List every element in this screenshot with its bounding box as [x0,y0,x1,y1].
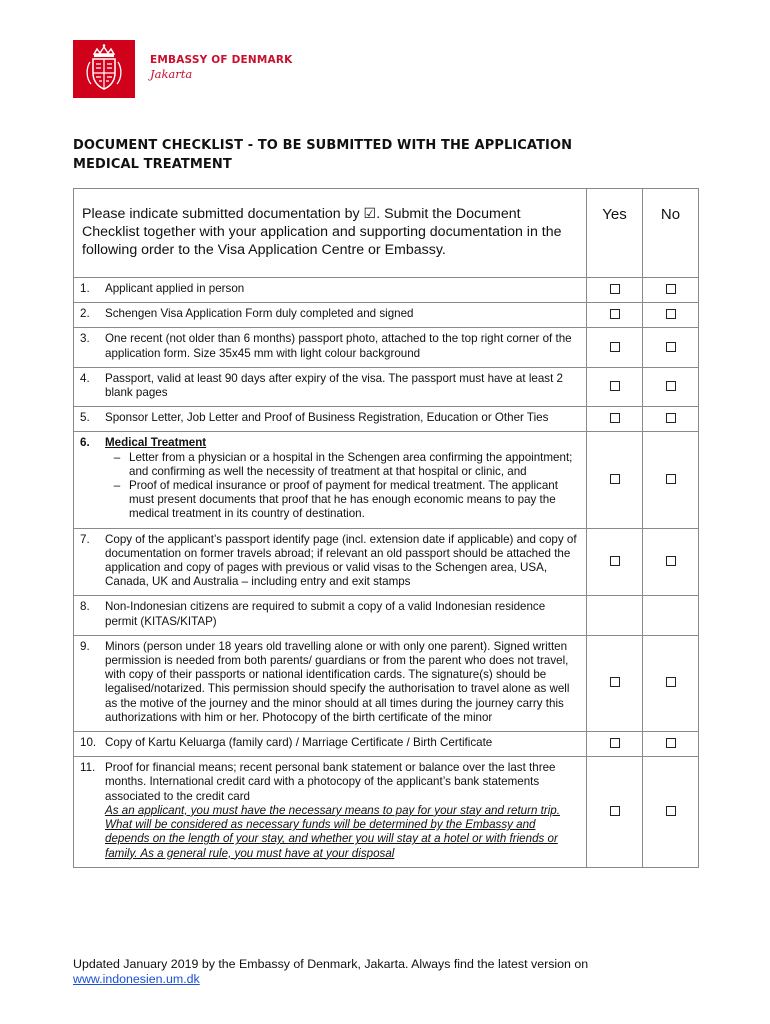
table-header-row [74,189,699,278]
item-text: Sponsor Letter, Job Letter and Proof of Business Registration, Education or Other Ties [105,411,549,425]
item-number: 3. [80,332,90,346]
item-text: Copy of Kartu Keluarga (family card) / Marriage Certificate / Birth Certificate [105,736,493,750]
no-column-header: No [643,189,699,278]
instructions-text: Please indicate submitted documentation by ☑. Submit the Document Checklist together with your application and supporting documentation in the following order to the Visa Application Centre or Embassy. [74,189,587,278]
item-number: 4. [80,371,90,385]
table-row [74,367,699,406]
yes-checkbox-11[interactable] [610,806,620,816]
item-text: Minors (person under 18 years old travelling alone or with only one parent). Signed written permission is needed from both parents/ guardians or from the parent who does not travel, with copy of their passports or national identification cards. The signature(s) should be legalised/notarized. This permission should specify the authorisation to travel alone as well as the motive of the journey and the minor should at all times during the journey carry this authorizations with him or her. Photocopy of the birth certificate of the minor [105,639,570,724]
table-row [74,407,699,432]
dash-bullet: – [113,450,121,464]
yes-checkbox-4[interactable] [610,381,620,391]
item-number: 6. [80,436,90,450]
checklist-table [73,188,699,868]
yes-column-header: Yes [587,189,643,278]
item-number: 9. [80,639,90,653]
document-title [73,136,673,174]
footer [73,957,693,987]
financial-means-note: As an applicant, you must have the necessary means to pay for your stay and return trip. What will be considered as necessary funds will be determined by the Embassy and depends on the length of your stay, and whether you will stay at a hotel or with friends or family. As a general rule, you must have at your disposal [105,803,560,860]
table-row [74,757,699,867]
subitem-text: Letter from a physician or a hospital in the Schengen area confirming the appointment; and confirming as well the necessity of treatment at that hospital or clinic, and [129,450,573,478]
item-number: 8. [80,600,90,614]
no-checkbox-5[interactable] [666,413,676,423]
list-item [105,479,580,522]
yes-checkbox-9[interactable] [610,677,620,687]
item-number: 5. [80,411,90,425]
item-text: Schengen Visa Application Form duly completed and signed [105,307,414,321]
item-number: 1. [80,282,90,295]
item-number: 2. [80,307,90,321]
item-text: One recent (not older than 6 months) passport photo, attached to the top right corner of the application form. Size 35x45 mm with light colour background [105,332,572,360]
dash-bullet: – [113,479,121,493]
yes-checkbox-10[interactable] [610,738,620,748]
yes-checkbox-2[interactable] [610,309,620,319]
table-row [74,432,699,528]
item-number: 11. [80,761,96,775]
no-checkbox-7[interactable] [666,556,676,566]
title-line-2: MEDICAL TREATMENT [73,157,232,172]
no-checkbox-4[interactable] [666,381,676,391]
medical-treatment-heading: Medical Treatment [105,436,207,450]
no-checkbox-6[interactable] [666,474,676,484]
table-row [74,528,699,596]
yes-checkbox-3[interactable] [610,342,620,352]
item-number: 10. [80,736,97,750]
table-row [74,635,699,731]
item-text: Passport, valid at least 90 days after expiry of the visa. The passport must have at least 2 blank pages [105,371,563,400]
yes-checkbox-5[interactable] [610,413,620,423]
embassy-name: EMBASSY OF DENMARK [150,54,293,66]
website-link[interactable]: www.indonesien.um.dk [73,972,200,986]
item-number: 7. [80,532,90,546]
item-text: Proof for financial means; recent personal bank statement or balance over the last three months. International credit card with a photocopy of the applicant’s bank statements associated to the credit card [105,761,556,803]
no-checkbox-10[interactable] [666,738,676,748]
subitem-text: Proof of medical insurance or proof of payment for medical treatment. The applicant must present documents that proof that he has enough economic means to pay the medical treatment in its country of destination. [129,479,558,521]
table-row [74,732,699,757]
table-row [74,328,699,367]
coat-of-arms-icon [73,40,135,98]
table-row [74,278,699,303]
yes-checkbox-1[interactable] [610,284,620,294]
no-checkbox-9[interactable] [666,677,676,687]
table-row [74,596,699,635]
embassy-city: Jakarta [150,67,193,81]
no-checkbox-11[interactable] [666,806,676,816]
yes-checkbox-6[interactable] [610,474,620,484]
no-checkbox-3[interactable] [666,342,676,352]
item-text: Non-Indonesian citizens are required to submit a copy of a valid Indonesian residence permit (KITAS/KITAP) [105,600,546,628]
item-text: Copy of the applicant’s passport identify page (incl. extension date if applicable) and copy of documentation on former travels abroad; if relevant an old passport should be attached the application and copy of pages with previous or valid visas to the Schengen area, USA, Canada, UK and Australia – including entry and exit stamps [105,532,577,589]
item-text: Applicant applied in person [105,282,245,295]
table-row [74,303,699,328]
no-checkbox-1[interactable] [666,284,676,294]
no-checkbox-2[interactable] [666,309,676,319]
medical-treatment-list [105,451,580,522]
footer-text: Updated January 2019 by the Embassy of Denmark, Jakarta. Always find the latest version on [73,957,589,971]
list-item [105,451,580,479]
title-line-1: DOCUMENT CHECKLIST - TO BE SUBMITTED WITH THE APPLICATION [73,138,573,153]
yes-checkbox-7[interactable] [610,556,620,566]
